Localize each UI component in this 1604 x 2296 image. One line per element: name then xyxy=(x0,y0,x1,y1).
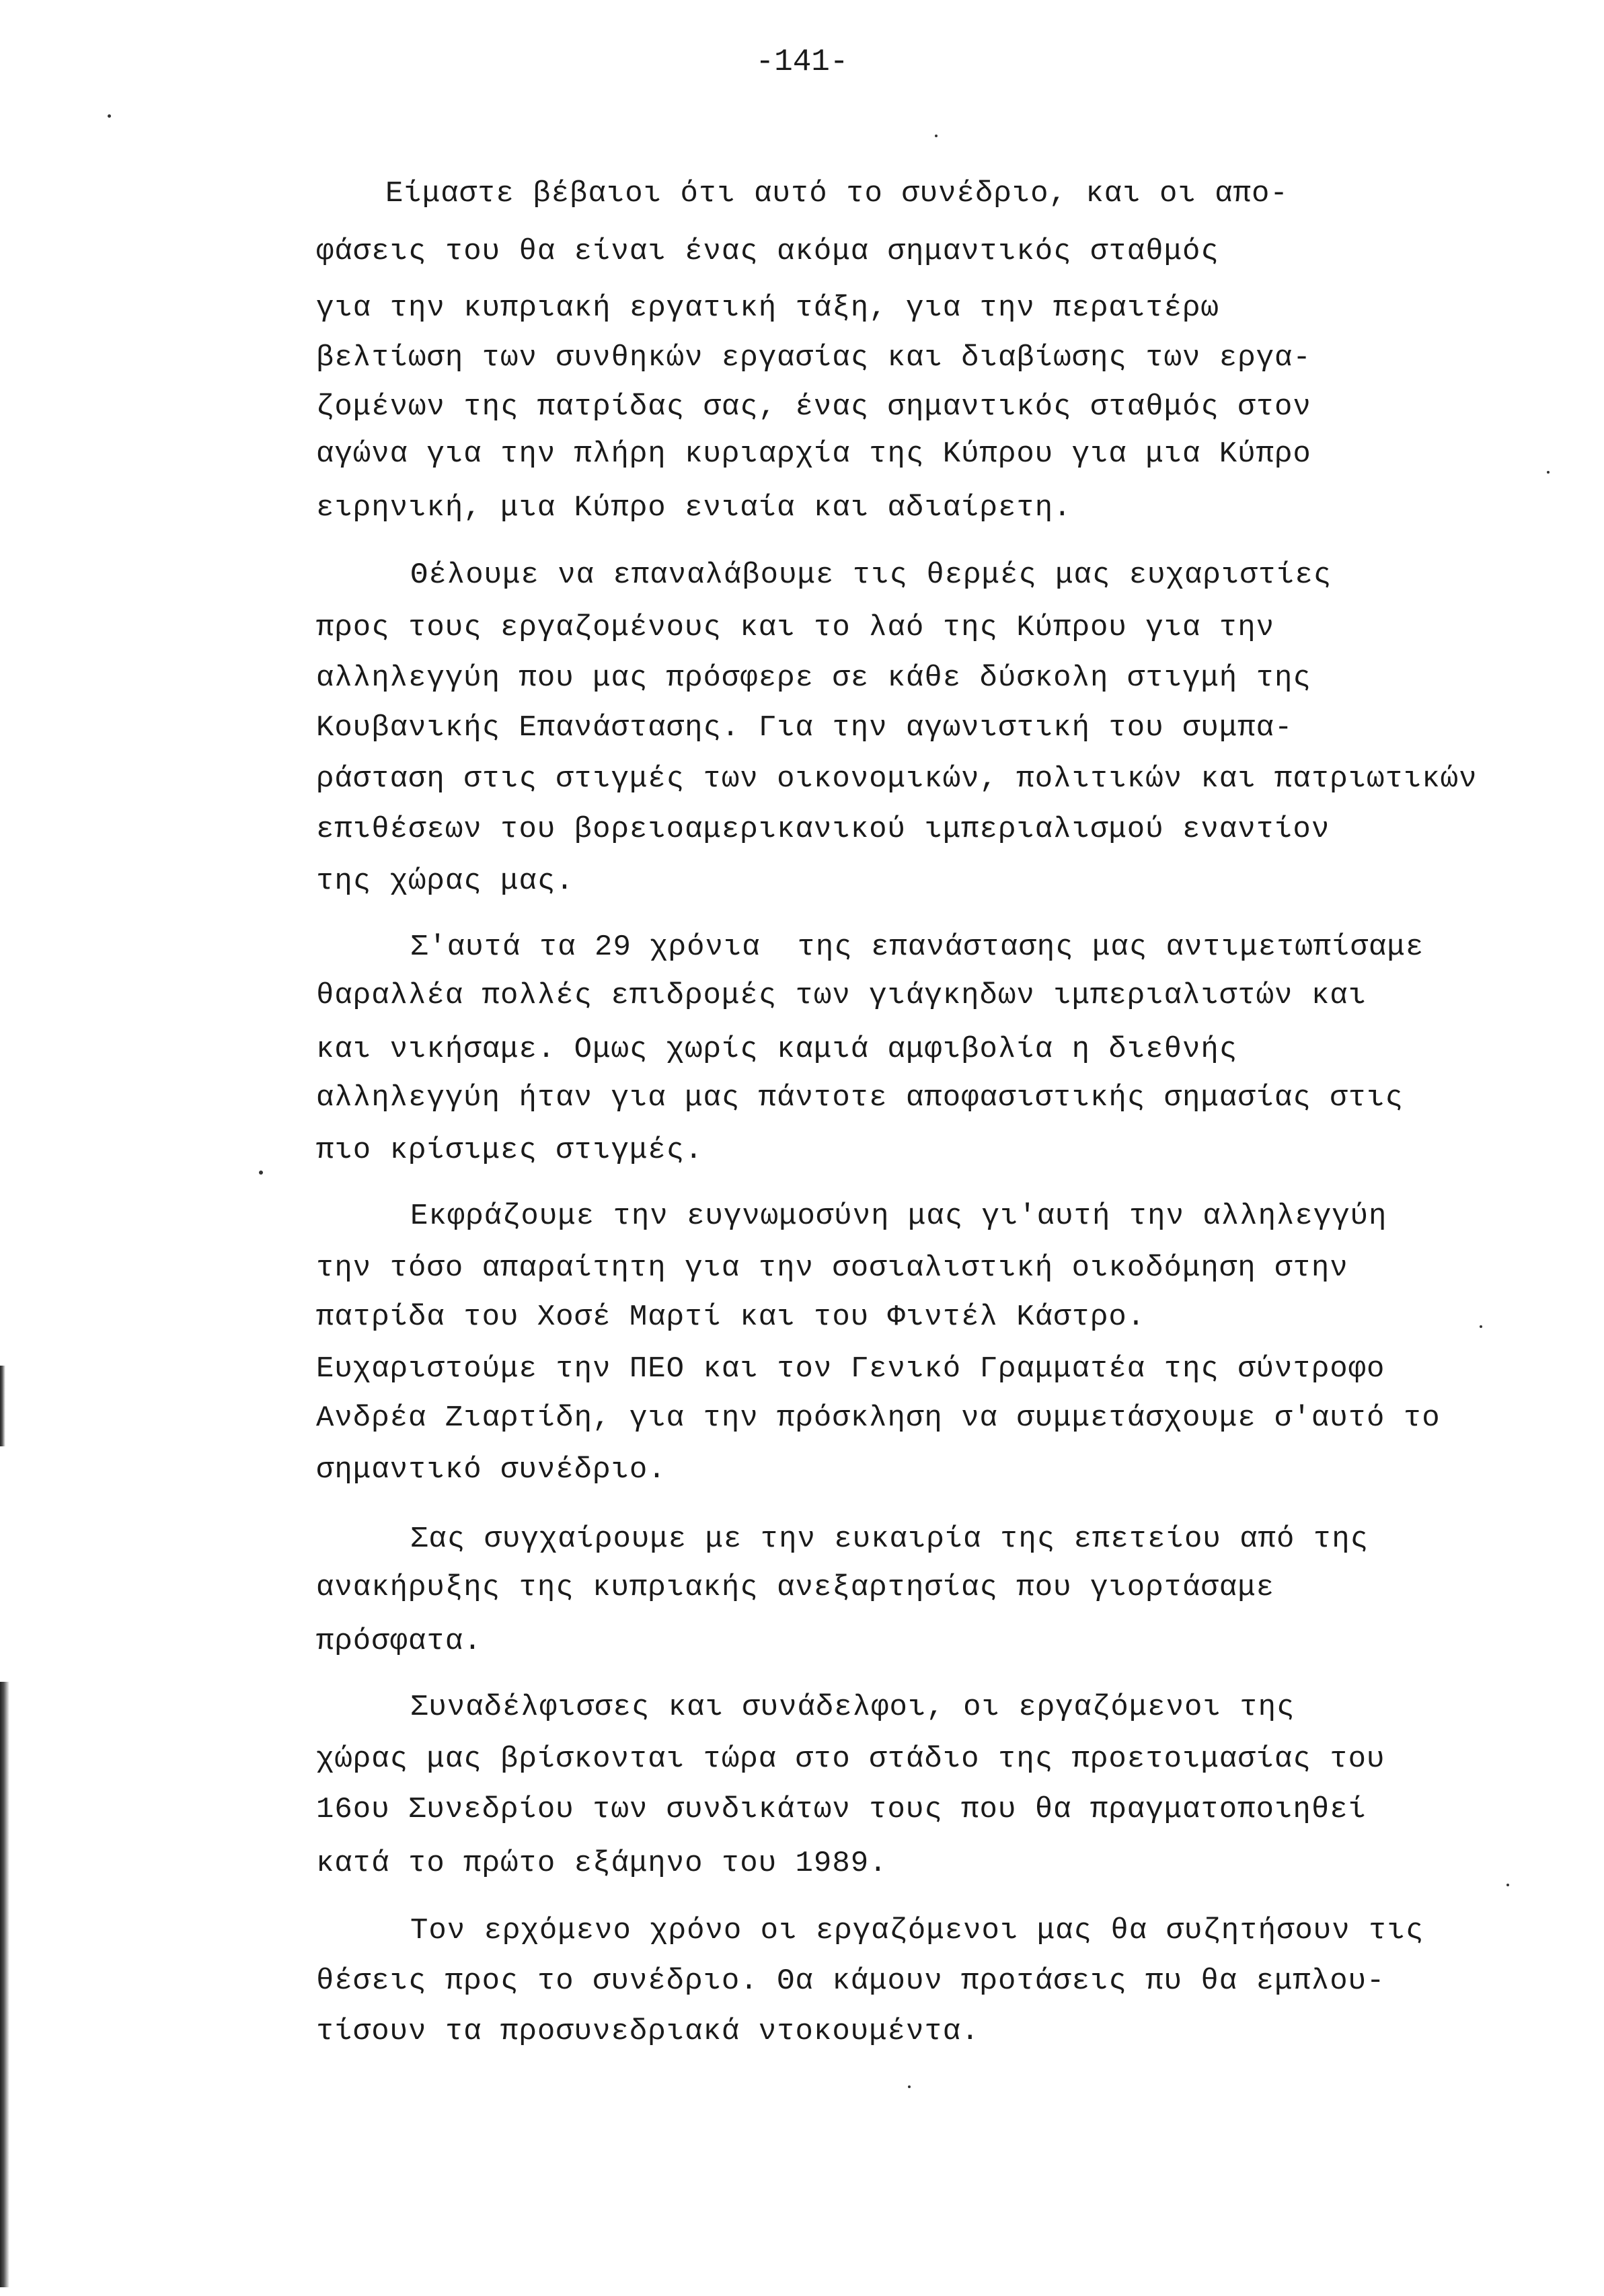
text-line: Συναδέλφισσες και συνάδελφοι, οι εργαζόμενοι της xyxy=(410,1691,1295,1724)
text-line: Ευχαριστούμε την ΠΕΟ και τον Γενικό Γραμματέα της σύντροφο xyxy=(316,1352,1385,1386)
text-line: προς τους εργαζομένους και το λαό της Κύπρου για την xyxy=(316,611,1275,644)
text-line: τίσουν τα προσυνεδριακά ντοκουμέντα. xyxy=(316,2015,980,2048)
scan-speck xyxy=(908,2085,911,2088)
scan-speck xyxy=(1480,1325,1482,1328)
scan-edge-shadow xyxy=(0,1682,9,2287)
text-line: Κουβανικής Επανάστασης. Για την αγωνιστική του συμπα- xyxy=(316,711,1293,745)
text-line: σημαντικό συνέδριο. xyxy=(316,1453,666,1487)
text-line: της χώρας μας. xyxy=(316,864,574,898)
text-line: ειρηνική, μια Κύπρο ενιαία και αδιαίρετη. xyxy=(316,491,1072,525)
text-line: αλληλεγγύη που μας πρόσφερε σε κάθε δύσκολη στιγμή της xyxy=(316,661,1311,695)
text-line: Ανδρέα Ζιαρτίδη, για την πρόσκληση να συμμετάσχουμε σ'αυτό το xyxy=(316,1401,1441,1435)
text-line: 16ου Συνεδρίου των συνδικάτων τους που θα πραγματοποιηθεί xyxy=(316,1793,1367,1826)
text-line: Είμαστε βέβαιοι ότι αυτό το συνέδριο, και οι απο- xyxy=(385,177,1289,211)
text-line: Θέλουμε να επαναλάβουμε τις θερμές μας ευχαριστίες xyxy=(410,558,1332,592)
scan-speck xyxy=(259,1171,263,1175)
text-line: Σας συγχαίρουμε με την ευκαιρία της επετείου από της xyxy=(410,1522,1369,1556)
text-line: θαραλλέα πολλές επιδρομές των γιάγκηδων ιμπεριαλιστών και xyxy=(316,979,1367,1012)
text-line: αγώνα για την πλήρη κυριαρχία της Κύπρου για μια Κύπρο xyxy=(316,437,1311,471)
text-line: ράσταση στις στιγμές των οικονομικών, πολιτικών και πατριωτικών xyxy=(316,762,1478,796)
page-number: -141- xyxy=(755,44,849,79)
scan-speck xyxy=(1506,1884,1509,1886)
text-line: Σ'αυτά τα 29 χρόνια της επανάστασης μας αντιμετωπίσαμε xyxy=(410,930,1424,964)
text-line: και νικήσαμε. Ομως χωρίς καμιά αμφιβολία η διεθνής xyxy=(316,1033,1238,1066)
text-line: κατά το πρώτο εξάμηνο του 1989. xyxy=(316,1847,888,1880)
text-line: βελτίωση των συνθηκών εργασίας και διαβίωσης των εργα- xyxy=(316,341,1311,375)
text-line: ανακήρυξης της κυπριακής ανεξαρτησίας που γιορτάσαμε xyxy=(316,1571,1275,1604)
scan-speck xyxy=(1547,471,1550,474)
text-line: Εκφράζουμε την ευγνωμοσύνη μας γι'αυτή την αλληλεγγύη xyxy=(410,1199,1387,1233)
text-line: επιθέσεων του βορειοαμερικανικού ιμπεριαλισμού εναντίον xyxy=(316,813,1330,846)
text-line: την τόσο απαραίτητη για την σοσιαλιστική οικοδόμηση στην xyxy=(316,1251,1348,1285)
text-line: αλληλεγγύη ήταν για μας πάντοτε αποφασιστικής σημασίας στις xyxy=(316,1081,1404,1115)
text-line: χώρας μας βρίσκονται τώρα στο στάδιο της προετοιμασίας του xyxy=(316,1742,1385,1776)
scan-edge-shadow xyxy=(0,1366,5,1446)
text-line: ζομένων της πατρίδας σας, ένας σημαντικός σταθμός στον xyxy=(316,390,1311,424)
scan-speck xyxy=(935,135,938,137)
scan-speck xyxy=(108,114,111,118)
text-line: πιο κρίσιμες στιγμές. xyxy=(316,1134,703,1167)
text-line: πατρίδα του Χοσέ Μαρτί και του Φιντέλ Κάστρο. xyxy=(316,1300,1146,1334)
text-line: για την κυπριακή εργατική τάξη, για την περαιτέρω xyxy=(316,291,1219,325)
text-line: πρόσφατα. xyxy=(316,1625,482,1658)
text-line: θέσεις προς το συνέδριο. Θα κάμουν προτάσεις πυ θα εμπλου- xyxy=(316,1964,1385,1998)
text-line: φάσεις του θα είναι ένας ακόμα σημαντικός σταθμός xyxy=(316,235,1219,268)
text-line: Τον ερχόμενο χρόνο οι εργαζόμενοι μας θα συζητήσουν τις xyxy=(410,1914,1424,1948)
